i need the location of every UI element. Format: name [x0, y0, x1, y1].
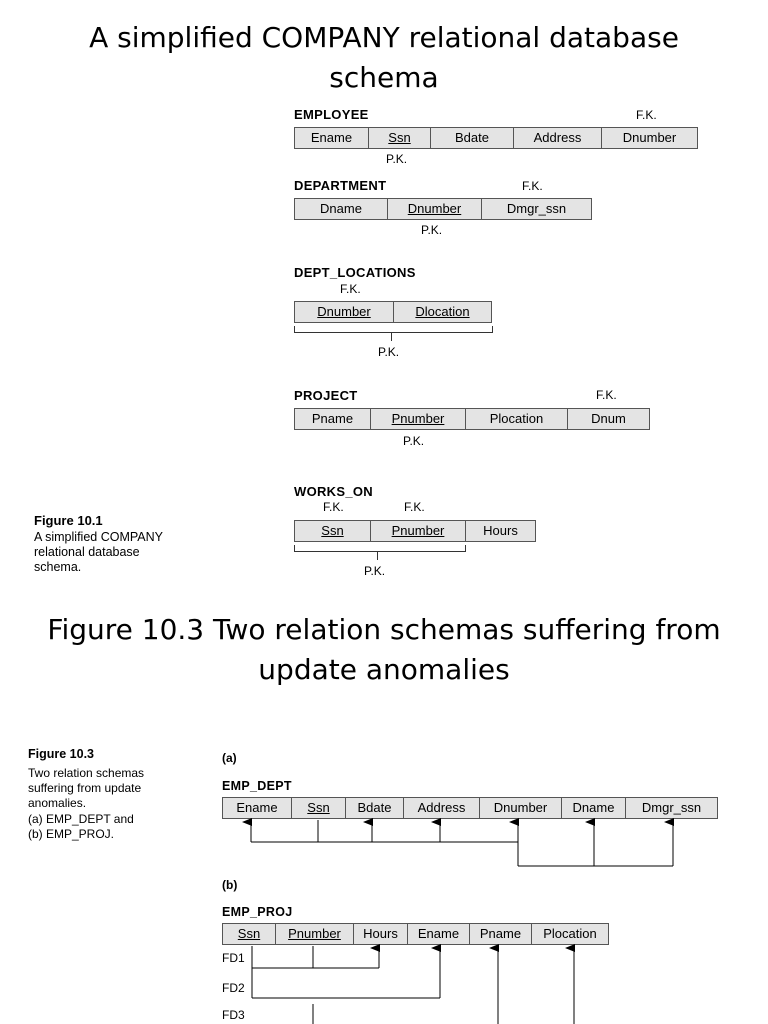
emp-proj-attr-pnumber: Pnumber	[275, 924, 353, 944]
slide-title-line-1: A simplified COMPANY relational database	[89, 21, 679, 54]
employee-attr-ename: Ename	[310, 130, 353, 145]
dept-locations-attr-dnumber: Dnumber	[317, 304, 371, 319]
emp-dept-attr-dname: Dname	[561, 798, 625, 818]
emp-proj-attr-ssn: Ssn	[237, 926, 261, 941]
project-attr-pname: Pname	[311, 411, 354, 426]
emp-proj-fd1	[252, 946, 379, 968]
emp-proj-fd2	[252, 948, 440, 998]
emp-dept-fd-dnumber	[518, 822, 673, 866]
works-on-relation-name: WORKS_ON	[294, 484, 373, 499]
emp-dept-attr-ssn: Ssn	[291, 798, 345, 818]
fd3-label: FD3	[222, 1008, 245, 1022]
employee-attr-address: Address	[513, 128, 601, 148]
dept-locations-relation-name: DEPT_LOCATIONS	[294, 265, 416, 280]
works-on-fk-label-1: F.K.	[323, 500, 344, 514]
figure-10-3-caption-title: Figure 10.3	[28, 747, 94, 761]
works-on-pk-label: P.K.	[364, 564, 386, 578]
works-on-attr-pnumber: Pnumber	[370, 521, 465, 541]
works-on-fk-label-2: F.K.	[404, 500, 425, 514]
employee-fk-label: F.K.	[636, 108, 657, 122]
department-pk-label: P.K.	[421, 223, 443, 237]
emp-dept-attr-bdate: Bdate	[345, 798, 403, 818]
project-attr-plocation: Plocation	[465, 409, 567, 429]
employee-relation-name: EMPLOYEE	[294, 107, 369, 122]
project-attr-pnumber: Pnumber	[370, 409, 465, 429]
part-a-label: (a)	[222, 751, 237, 765]
project-attr-dnum: Dnum	[567, 409, 649, 429]
department-attr-dnumber: Dnumber	[387, 199, 481, 219]
project-pk-label: P.K.	[403, 434, 425, 448]
works-on-attr-hours: Hours	[465, 521, 535, 541]
emp-dept-relation-name: EMP_DEPT	[222, 779, 292, 793]
emp-proj-relation-name: EMP_PROJ	[222, 905, 293, 919]
slide-title-line-2: schema	[329, 61, 439, 94]
employee-pk-label: P.K.	[386, 152, 408, 166]
emp-dept-fd-ssn	[251, 820, 518, 842]
department-fk-label: F.K.	[522, 179, 543, 193]
works-on-attr-ssn: Ssn	[321, 523, 344, 538]
dept-locations-pk-label: P.K.	[378, 345, 400, 359]
emp-proj-attr-plocation: Plocation	[531, 924, 608, 944]
emp-dept-attr-dnumber: Dnumber	[479, 798, 561, 818]
dept-locations-fk-label: F.K.	[340, 282, 361, 296]
figure-10-1-caption-text: A simplified COMPANY relational database schema.	[34, 530, 163, 574]
emp-proj-fd3	[313, 948, 574, 1024]
emp-proj-attr-hours: Hours	[353, 924, 407, 944]
department-relation-name: DEPARTMENT	[294, 178, 387, 193]
department-attr-dmgr-ssn: Dmgr_ssn	[481, 199, 591, 219]
project-relation-name: PROJECT	[294, 388, 358, 403]
dept-locations-attr-dlocation: Dlocation	[393, 302, 491, 322]
department-attr-dname: Dname	[320, 201, 362, 216]
employee-attr-ssn: Ssn	[368, 128, 430, 148]
emp-proj-attr-pname: Pname	[469, 924, 531, 944]
emp-dept-attr-dmgr-ssn: Dmgr_ssn	[625, 798, 717, 818]
project-fk-label: F.K.	[596, 388, 617, 402]
emp-dept-attr-ename: Ename	[236, 800, 278, 815]
fd1-label: FD1	[222, 951, 245, 965]
section-title-line-1: Figure 10.3 Two relation schemas suffering from	[47, 613, 721, 646]
employee-attr-bdate: Bdate	[430, 128, 513, 148]
part-b-label: (b)	[222, 878, 238, 892]
employee-attr-dnumber: Dnumber	[601, 128, 697, 148]
emp-proj-attr-ename: Ename	[407, 924, 469, 944]
fd2-label: FD2	[222, 981, 245, 995]
section-title-line-2: update anomalies	[258, 653, 510, 686]
figure-10-1-caption-title: Figure 10.1	[34, 513, 103, 528]
figure-10-3-caption-text: Two relation schemas suffering from update anomalies. (a) EMP_DEPT and (b) EMP_PROJ.	[28, 766, 145, 841]
emp-dept-attr-address: Address	[403, 798, 479, 818]
